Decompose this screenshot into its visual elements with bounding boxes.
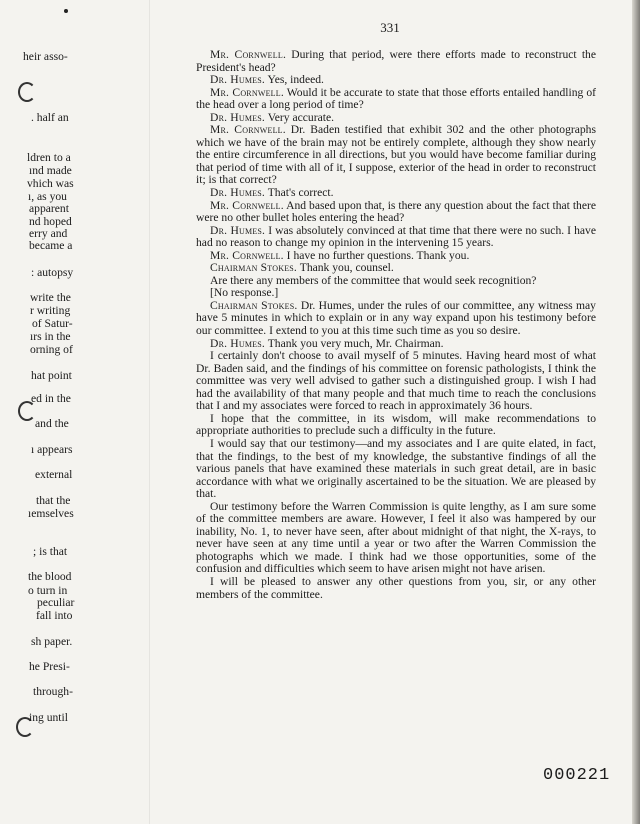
testimony-paragraph xyxy=(196,350,596,413)
left-fragment-line: . half an xyxy=(31,111,69,124)
speaker-name: Dr. Humes. xyxy=(210,186,266,200)
left-fragment-line: ıemselves xyxy=(28,507,74,520)
paragraph-text: I hope that the committee, in its wisdom, will make recommendations to appropriate authorities to preclude such a difficulty in the future. xyxy=(196,411,596,438)
paragraph-text: And based upon that, is there any question about the fact that there were no other bullet holes entering the head? xyxy=(196,198,597,225)
left-fragment-line: ed in the xyxy=(31,392,71,405)
paragraph-text: That's correct. xyxy=(265,186,334,200)
left-fragment-line: ı, as you xyxy=(28,190,67,203)
left-fragment-line: apparent xyxy=(29,202,69,215)
paragraph-text: I have no further questions. Thank you. xyxy=(283,248,470,262)
left-fragment-line: the blood xyxy=(28,570,72,583)
speaker-name: Dr. Humes. xyxy=(210,336,266,350)
testimony-paragraph xyxy=(196,576,596,601)
punch-hole-top xyxy=(18,82,36,102)
testimony-paragraph xyxy=(196,200,596,225)
paragraph-text: During that period, were there efforts made to reconstruct the President's head? xyxy=(196,48,596,74)
left-fragment-line: nd hoped xyxy=(29,215,72,228)
paragraph-text: Yes, indeed. xyxy=(265,73,324,87)
left-fragment-line: fall into xyxy=(36,609,73,622)
left-fragment-line: ldren to a xyxy=(27,151,71,164)
paragraph-text: Dr. Baden testified that exhibit 302 and the other photographs which we have of the brain may not be entirely complete, although they show nearly the entire circumference in all directions, but you would have become familiar during that period of time with all of it, I suppose, exterior of the head in order to reconstruct it; is that correct? xyxy=(196,123,596,187)
left-fragment-line: sh paper. xyxy=(31,635,73,648)
left-fragment-line: peculiar xyxy=(37,596,75,609)
paragraph-text: Very accurate. xyxy=(265,110,334,124)
speaker-name: Mr. Cornwell. xyxy=(210,198,284,212)
paragraph-text: Are there any members of the committee that would seek recognition? xyxy=(210,273,537,287)
left-fragment-line: hat point xyxy=(31,369,72,382)
testimony-paragraph xyxy=(196,438,596,501)
left-fragment-line: through- xyxy=(33,685,73,698)
paragraph-text: I certainly don't choose to avail myself of 5 minutes. Having heard most of what Dr. Baden said, and the findings of his committee on forensic pathologists, I think the committee was very well advised to gather such a distinguished group. I wish I had had the availability of that many people and that much time to reach the conclusions that I and my associates were forced to reach in approximately 36 hours. xyxy=(196,349,596,413)
left-fragment-line: write the xyxy=(30,291,71,304)
left-fragment-line: r writing xyxy=(30,304,71,317)
left-fragment-line: of Satur- xyxy=(32,317,73,330)
left-fragment-line: external xyxy=(35,468,73,481)
paragraph-text: Our testimony before the Warren Commission is quite lengthy, as I am sure some of the committee members are aware. However, I feel it also was hampered by our inability, No. 1, to never have seen, after about midnight of that night, the X-rays, to never have seen at any time until a year or two after the Warren Commission the photographs which we made. I think had we those opportunities, some of the confusion and difficulties which seem to have arisen might not have arisen. xyxy=(196,499,596,576)
left-fragment-line: erry and xyxy=(29,227,68,240)
paragraph-text: I will be pleased to answer any other questions from you, sir, or any other members of the committee. xyxy=(196,574,596,601)
speaker-name: Mr. Cornwell. xyxy=(210,85,284,99)
left-fragment-line: ırs in the xyxy=(30,330,71,343)
speaker-name: Chairman Stokes. xyxy=(210,261,298,275)
testimony-paragraph xyxy=(196,413,596,438)
speaker-name: Mr. Cornwell. xyxy=(210,48,287,61)
left-page-fragment xyxy=(0,0,150,824)
page-number: 331 xyxy=(380,20,400,35)
left-fragment-line: became a xyxy=(29,239,73,252)
left-fragment-line: o turn in xyxy=(28,584,68,597)
testimony-body xyxy=(196,49,596,601)
testimony-paragraph xyxy=(196,300,596,338)
paragraph-text: [No response.] xyxy=(210,286,279,300)
testimony-paragraph xyxy=(196,124,596,187)
left-fragment-line: that the xyxy=(36,494,71,507)
paragraph-text: Thank you, counsel. xyxy=(297,261,394,275)
speaker-name: Mr. Cornwell. xyxy=(210,248,284,262)
testimony-paragraph xyxy=(196,225,596,250)
paragraph-text: Would it be accurate to state that those efforts entailed handling of the head over a long period of time? xyxy=(196,85,596,112)
left-fragment-line: and the xyxy=(35,417,69,430)
ink-speck xyxy=(64,9,68,13)
speaker-name: Dr. Humes. xyxy=(210,73,266,87)
paragraph-text: Thank you very much, Mr. Chairman. xyxy=(265,336,444,350)
left-fragment-line: ınd made xyxy=(29,164,72,177)
left-fragment-line: ; is that xyxy=(33,545,68,558)
testimony-paragraph xyxy=(196,501,596,576)
paragraph-text: I would say that our testimony—and my associates and I are quite elated, in fact, that the findings, to the best of my knowledge, the substantive findings of all the various panels that have examined these materials in such great detail, are in basic accordance with what we originally ascertained to be the situation. We are pleased by that. xyxy=(196,436,596,501)
bates-number: 000221 xyxy=(543,766,611,785)
testimony-paragraph xyxy=(196,49,596,74)
left-fragment-line: ing until xyxy=(29,711,68,724)
left-fragment-line: heir asso- xyxy=(23,50,68,63)
left-fragment-line: ı appears xyxy=(31,443,73,456)
left-fragment-line: vhich was xyxy=(27,177,74,190)
page-edge-shadow xyxy=(632,0,640,824)
left-fragment-line: he Presi- xyxy=(29,660,70,673)
paragraph-text: I was absolutely convinced at that time that there were no such. I have had no reason to change my opinion in the intervening 15 years. xyxy=(196,223,596,250)
speaker-name: Dr. Humes. xyxy=(210,223,266,237)
speaker-name: Dr. Humes. xyxy=(210,110,266,124)
paragraph-text: Dr. Humes, under the rules of our committee, any witness may have 5 minutes in which to explain or in any way expand upon his testimony before our committee. I extend to you at this time such time as you so desire. xyxy=(196,298,596,338)
testimony-paragraph xyxy=(196,87,596,112)
left-fragment-line: orning of xyxy=(30,343,73,356)
speaker-name: Chairman Stokes. xyxy=(210,298,298,312)
left-fragment-line: : autopsy xyxy=(31,266,74,279)
speaker-name: Mr. Cornwell. xyxy=(210,123,286,137)
